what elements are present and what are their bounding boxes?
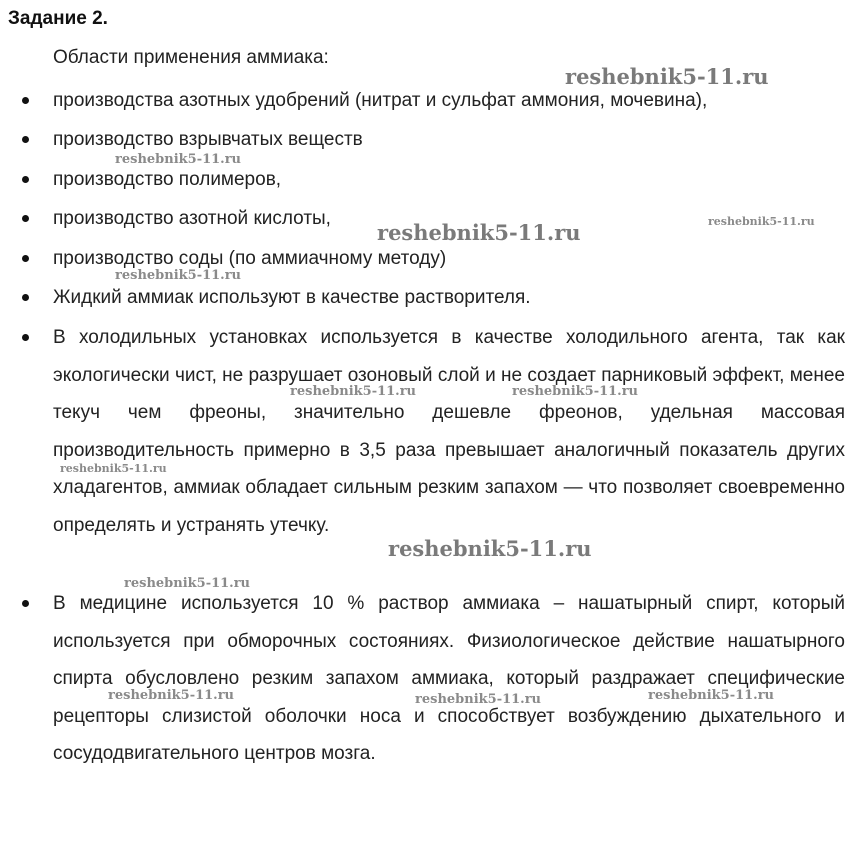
watermark: reshebnik5-11.ru [415,692,542,707]
watermark: reshebnik5-11.ru [124,576,251,591]
list-item: производство азотной кислоты, [53,200,845,238]
list-item: производство полимеров, [53,161,845,199]
list-item: В холодильных установках используется в качестве холодильного агента, так как экологически чист, не разрушает озоновый слой и не создает парниковый эффект, менее текуч чем фреоны, значительно дешевле фреонов, удельная массовая производительность примерно в 3,5 раза превышает аналогичный показатель других хладагентов, аммиак обладает сильным резким запахом — что позволяет своевременно определять и устранять утечку. [53,319,845,544]
watermark: reshebnik5-11.ru [60,462,167,475]
watermark: reshebnik5-11.ru [708,215,815,228]
watermark: reshebnik5-11.ru [388,536,592,561]
list-item: В медицине используется 10 % раствор аммиака – нашатырный спирт, который используется при обморочных состояниях. Физиологическое действие нашатырного спирта обусловлено резким запахом аммиака, который раздражает специфические рецепторы слизистой оболочки носа и способствует возбуждению дыхательного и сосудодвигательного центров мозга. [53,585,845,773]
watermark: reshebnik5-11.ru [108,688,235,703]
list-item: производства азотных удобрений (нитрат и сульфат аммония, мочевина), [53,82,845,120]
list-item: производство взрывчатых веществ [53,121,845,159]
watermark: reshebnik5-11.ru [648,688,775,703]
task-title: Задание 2. [8,8,108,29]
watermark: reshebnik5-11.ru [115,152,242,167]
watermark: reshebnik5-11.ru [565,64,769,89]
intro-text: Области применения аммиака: [53,47,329,68]
list-item: Жидкий аммиак используют в качестве растворителя. [53,279,845,317]
list-item: производство соды (по аммиачному методу) [53,240,845,278]
watermark: reshebnik5-11.ru [377,220,581,245]
watermark: reshebnik5-11.ru [115,268,242,283]
watermark: reshebnik5-11.ru [290,384,417,399]
watermark: reshebnik5-11.ru [512,384,639,399]
